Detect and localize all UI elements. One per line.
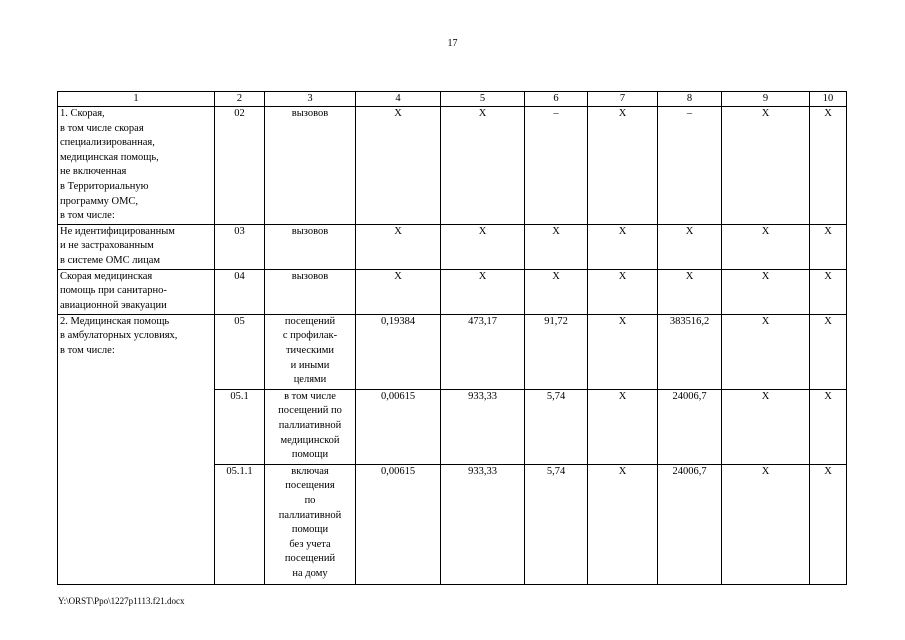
table-cell: 91,72: [525, 314, 588, 389]
table-row: [58, 314, 847, 389]
table-cell: X: [722, 389, 810, 464]
table-cell: Не идентифицированным и не застрахованным в системе ОМС лицам: [58, 224, 215, 269]
table-cell: X: [810, 269, 847, 314]
table-cell: X: [588, 389, 658, 464]
table-cell: X: [810, 314, 847, 389]
table-cell: X: [722, 224, 810, 269]
table-cell: 5,74: [525, 389, 588, 464]
table-cell: 933,33: [441, 389, 525, 464]
header-cell: 3: [265, 92, 356, 107]
table-cell: X: [356, 107, 441, 225]
table-cell: X: [722, 314, 810, 389]
file-path-footer: Y:\ORST\Ppo\1227p1113.f21.docx: [58, 596, 185, 606]
header-cell: 2: [215, 92, 265, 107]
table-cell: X: [588, 224, 658, 269]
table-cell: 473,17: [441, 314, 525, 389]
page-number: 17: [447, 38, 458, 49]
table-cell: X: [588, 314, 658, 389]
data-table: [57, 91, 847, 585]
table-cell: X: [722, 464, 810, 584]
header-cell: 8: [658, 92, 722, 107]
table-cell: X: [525, 224, 588, 269]
table-cell: включая посещения по паллиативной помощи без учета посещений на дому: [265, 464, 356, 584]
table-cell: 2. Медицинская помощь в амбулаторных условиях, в том числе:: [58, 314, 215, 584]
table-cell: X: [525, 269, 588, 314]
table-cell: –: [525, 107, 588, 225]
table-row: [58, 224, 847, 269]
table-cell: 1. Скорая, в том числе скорая специализированная, медицинская помощь, не включенная в Территориальную программу ОМС, в том числе:: [58, 107, 215, 225]
header-cell: 9: [722, 92, 810, 107]
table-cell: X: [722, 107, 810, 225]
table-cell: 5,74: [525, 464, 588, 584]
table-cell: X: [356, 224, 441, 269]
header-row: [58, 92, 847, 107]
table-cell: 24006,7: [658, 464, 722, 584]
table-cell: 383516,2: [658, 314, 722, 389]
table-cell: 05.1.1: [215, 464, 265, 584]
table-cell: вызовов: [265, 107, 356, 225]
table-cell: 03: [215, 224, 265, 269]
table-cell: в том числе посещений по паллиативной медицинской помощи: [265, 389, 356, 464]
table-cell: X: [810, 224, 847, 269]
table-cell: X: [658, 224, 722, 269]
table-cell: X: [588, 269, 658, 314]
table-cell: 05: [215, 314, 265, 389]
table-cell: X: [441, 224, 525, 269]
table-cell: 04: [215, 269, 265, 314]
table-row: [58, 107, 847, 225]
table-cell: 0,00615: [356, 389, 441, 464]
table-cell: 05.1: [215, 389, 265, 464]
table-cell: вызовов: [265, 269, 356, 314]
table-cell: вызовов: [265, 224, 356, 269]
table-cell: X: [722, 269, 810, 314]
header-cell: 7: [588, 92, 658, 107]
table-cell: Скорая медицинская помощь при санитарно- авиационной эвакуации: [58, 269, 215, 314]
table-cell: X: [810, 389, 847, 464]
table-row: [58, 269, 847, 314]
table-cell: 933,33: [441, 464, 525, 584]
table-cell: X: [441, 107, 525, 225]
header-cell: 10: [810, 92, 847, 107]
table-cell: X: [810, 107, 847, 225]
table-cell: X: [441, 269, 525, 314]
header-cell: 6: [525, 92, 588, 107]
table-cell: 02: [215, 107, 265, 225]
table-cell: 0,00615: [356, 464, 441, 584]
table-cell: X: [356, 269, 441, 314]
table-cell: X: [588, 464, 658, 584]
table-cell: 0,19384: [356, 314, 441, 389]
table-cell: –: [658, 107, 722, 225]
table-cell: X: [588, 107, 658, 225]
header-cell: 5: [441, 92, 525, 107]
table-cell: X: [658, 269, 722, 314]
table-cell: посещений с профилак- тическими и иными целями: [265, 314, 356, 389]
table-cell: 24006,7: [658, 389, 722, 464]
header-cell: 4: [356, 92, 441, 107]
table-cell: X: [810, 464, 847, 584]
header-cell: 1: [58, 92, 215, 107]
